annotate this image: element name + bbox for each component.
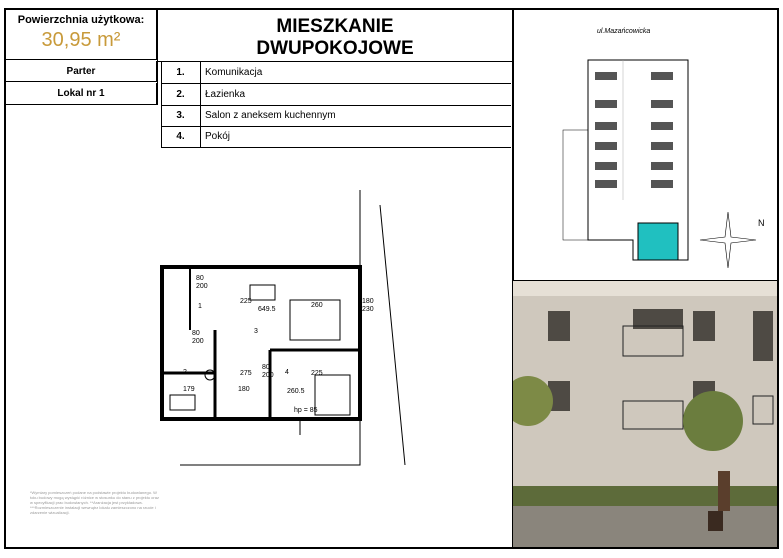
room-num: 1. [161,62,201,83]
dim-label: 225 [240,298,252,305]
room-label: Łazienka [205,89,246,100]
room-marker: 3 [254,328,258,335]
room-label: Komunikacja [205,67,263,78]
room-row [161,62,511,84]
dim-label: hp = 85 [294,407,318,414]
footnote: *Wymiary pomieszczeń podane na podstawie projektu budowlanego. W toku budowy mogą wystąpić różnice w stosunku do stanu z projektu oraz w specyfikacji prac budowlanych. **Aranżacja jest przykładowa. ***Rozmieszczenie instalacji wewnątrz lokalu zamieszczono na rzucie i zdarzenie wizualizacji. [30,490,159,515]
street-label: ul.Mazańcowicka [597,28,651,35]
room-marker: 2 [183,369,187,376]
dim-label: 200 [192,338,204,345]
title-line2: DWUPOKOJOWE [256,38,414,59]
area-value: 30,95 m² [41,29,121,51]
dim-label: 260.5 [287,388,305,395]
dim-label: 180 [238,386,250,393]
dim-label: 649.5 [258,306,276,313]
room-row [161,126,511,148]
area-label: Powierzchnia użytkowa: [17,14,145,26]
floor-plan [150,185,410,475]
building-rendering [513,281,777,547]
dim-label: 80 [192,330,200,337]
dim-label: 180 [362,298,374,305]
dim-label: 179 [183,386,195,393]
dim-label: 80 [196,275,204,282]
area-box [6,10,157,60]
dim-label: 230 [362,306,374,313]
room-row [161,84,511,106]
svg-text:N: N [758,218,765,228]
page-title [158,10,512,62]
room-num: 2. [161,84,201,105]
dim-label: 225 [311,370,323,377]
room-row [161,105,511,127]
room-num: 4. [161,126,201,147]
dim-label: 80 [262,364,270,371]
dim-label: 275 [240,370,252,377]
dim-label: 260 [311,302,323,309]
room-marker: 1 [198,303,202,310]
divider [157,10,158,105]
room-label: Salon z aneksem kuchennym [205,110,336,121]
title-line1: MIESZKANIE [276,16,394,37]
unit-label: Lokal nr 1 [6,83,157,105]
dim-label: 200 [262,372,274,379]
room-label: Pokój [205,131,231,142]
room-num: 3. [161,105,201,126]
floor-label: Parter [6,61,157,82]
site-plan [513,10,777,280]
room-marker: 4 [285,369,289,376]
dim-label: 200 [196,283,208,290]
